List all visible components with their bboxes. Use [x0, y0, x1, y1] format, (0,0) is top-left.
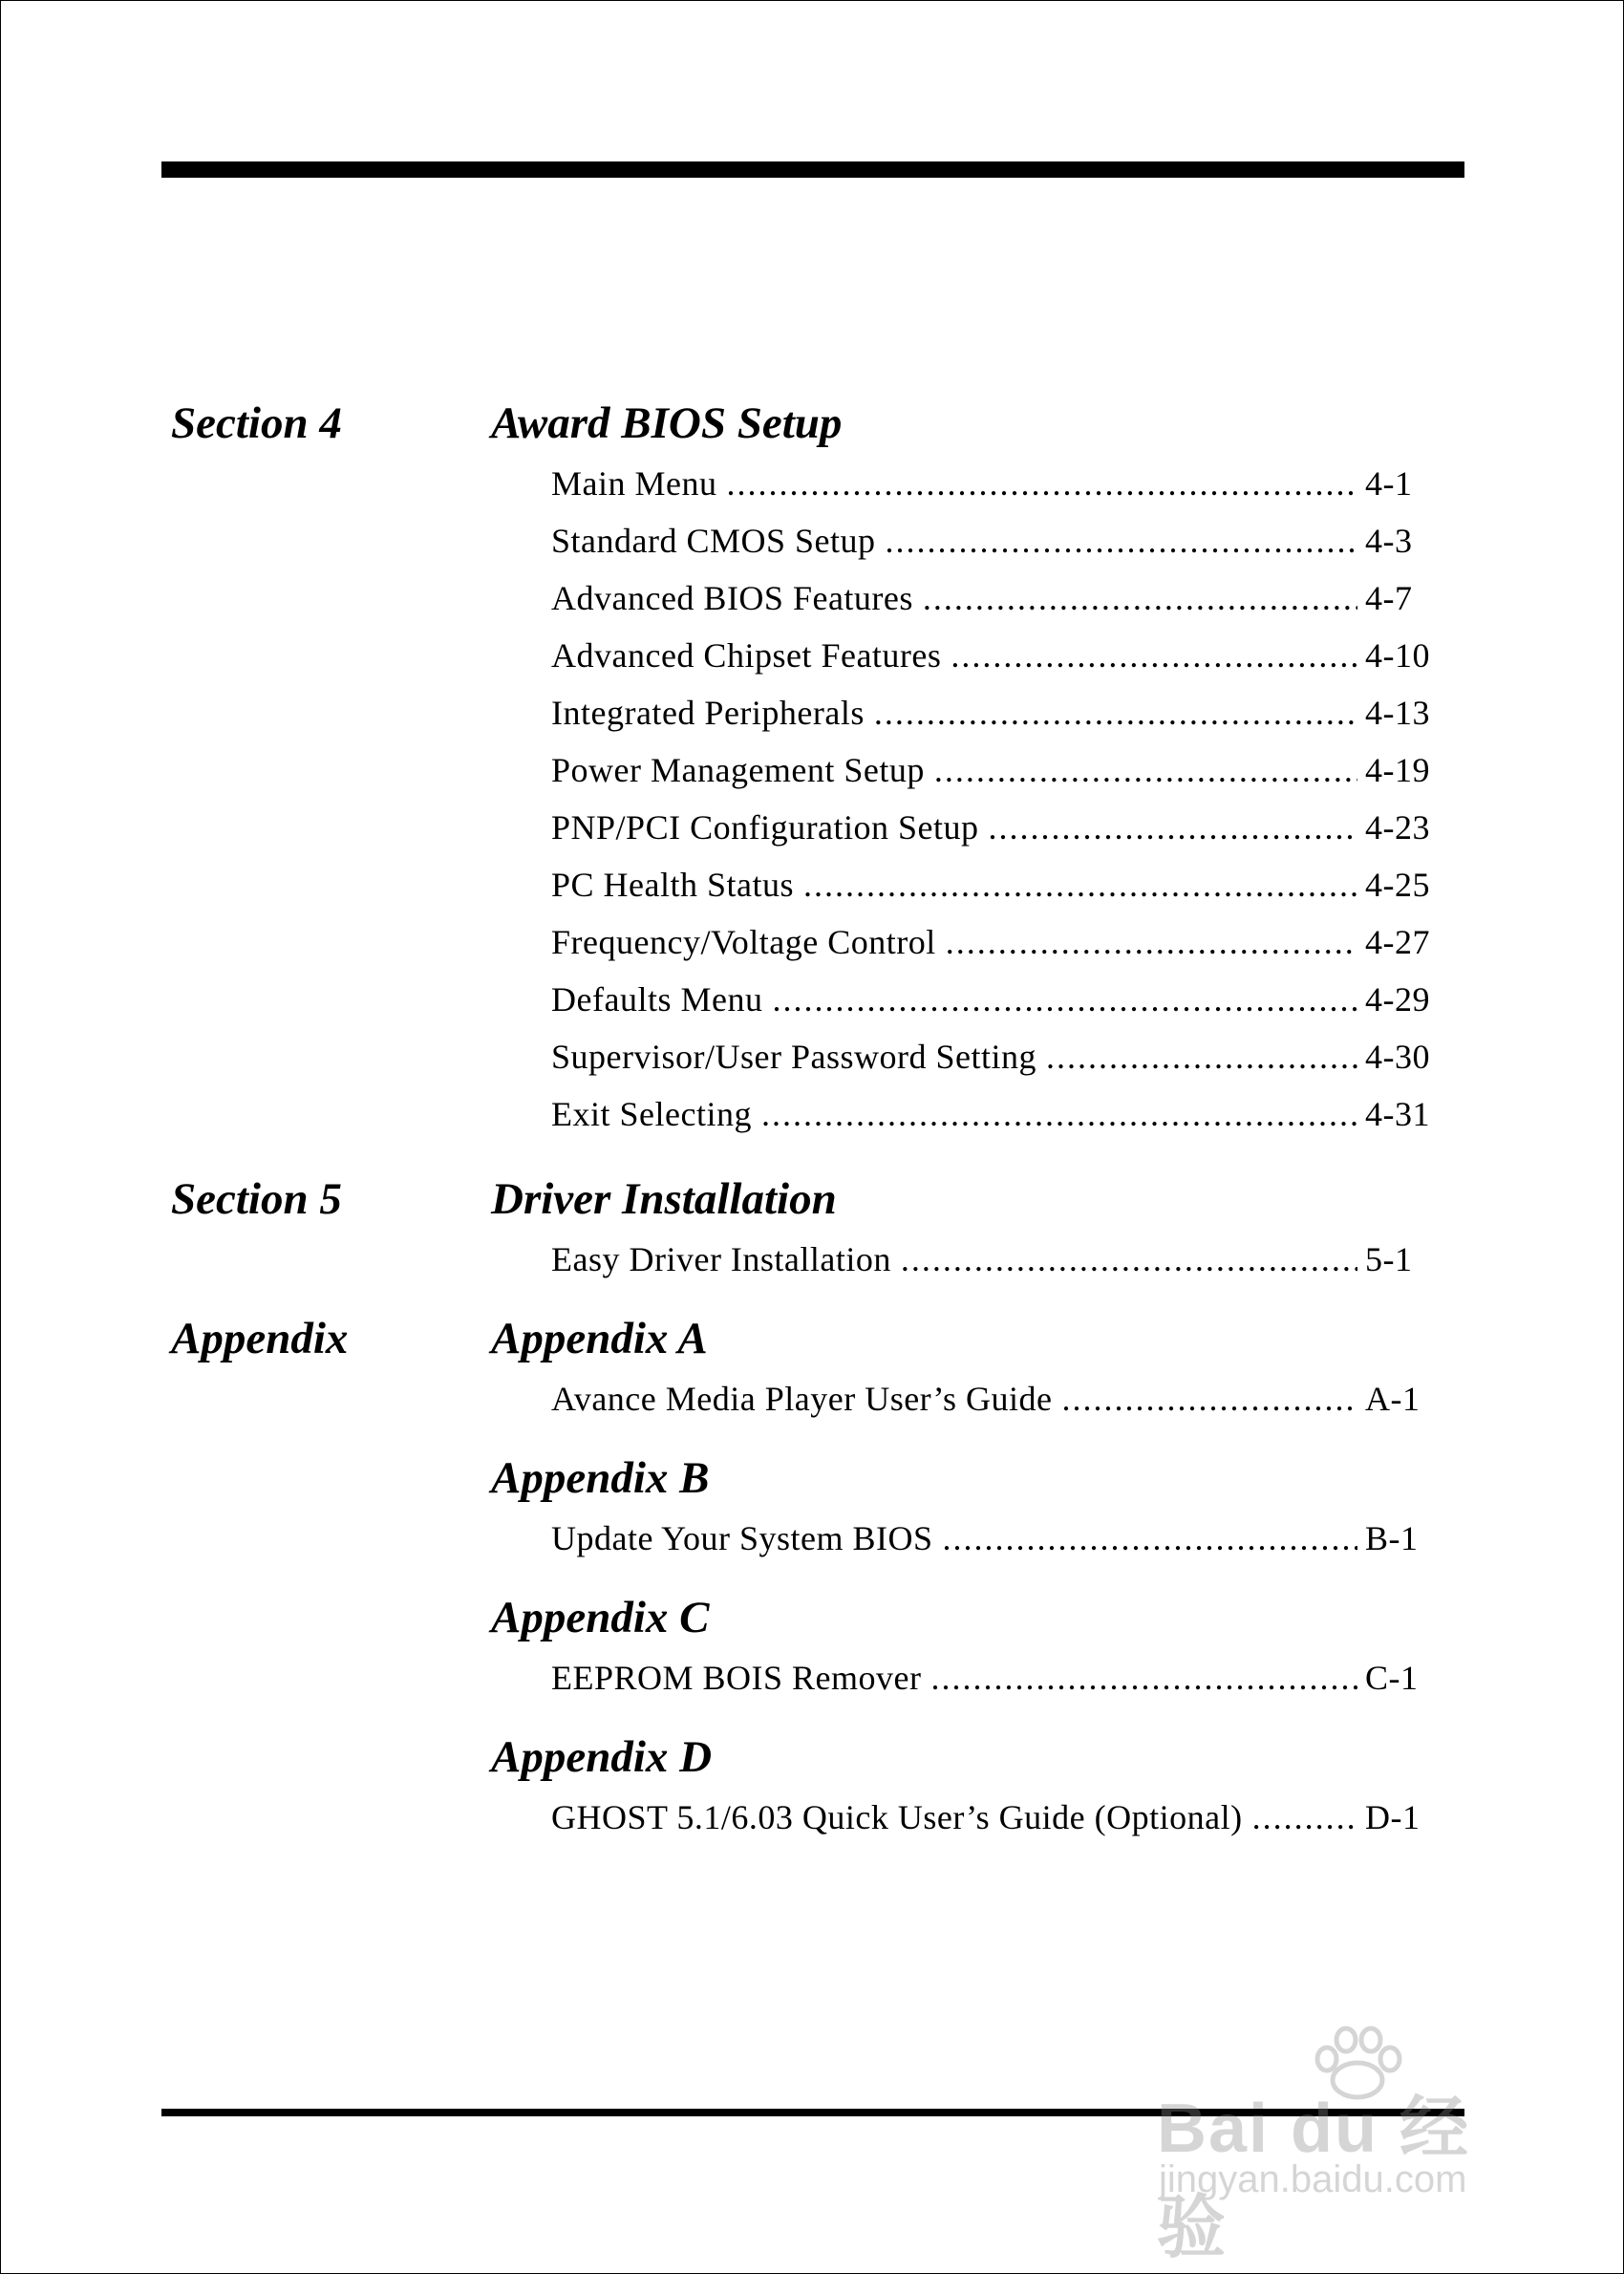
leader-dots [989, 805, 1357, 849]
entry-title: PNP/PCI Configuration Setup [551, 808, 979, 847]
entry-page: 4-29 [1365, 980, 1430, 1019]
leader-dots [726, 461, 1357, 505]
leader-dots [931, 1656, 1358, 1700]
leader-dots [923, 576, 1357, 620]
leader-dots [1252, 1795, 1357, 1839]
toc-entry[interactable] [551, 1092, 1440, 1136]
entry-page: 4-7 [1365, 579, 1413, 617]
toc-entry[interactable] [551, 977, 1440, 1021]
leader-dots [803, 863, 1357, 907]
toc-entry[interactable] [551, 1035, 1440, 1079]
watermark-brand: Bai du 经验 [1157, 2091, 1471, 2266]
entry-page: B-1 [1365, 1519, 1419, 1557]
entry-page: 5-1 [1365, 1240, 1413, 1278]
entry-page: 4-25 [1365, 866, 1430, 904]
toc-entry[interactable] [551, 1516, 1440, 1560]
entry-page: 4-1 [1365, 464, 1413, 503]
toc-entry[interactable] [551, 633, 1440, 677]
appendix-a-title: Appendix A [491, 1314, 708, 1363]
leader-dots [946, 920, 1357, 964]
entry-title: Frequency/Voltage Control [551, 923, 936, 961]
leader-dots [761, 1092, 1357, 1136]
entry-title: Easy Driver Installation [551, 1240, 891, 1278]
appendix-label: Appendix [171, 1314, 349, 1363]
toc-entry[interactable] [551, 863, 1440, 907]
entry-title: Advanced BIOS Features [551, 579, 913, 617]
entry-page: 4-31 [1365, 1095, 1430, 1133]
appendix-b-title: Appendix B [491, 1453, 710, 1503]
leader-dots [901, 1237, 1357, 1281]
appendix-d-title: Appendix D [491, 1732, 713, 1782]
baidu-watermark [1147, 2025, 1529, 2266]
entry-title: Main Menu [551, 464, 717, 503]
entry-page: C-1 [1365, 1659, 1419, 1697]
entry-page: 4-10 [1365, 636, 1430, 675]
entry-page: 4-27 [1365, 923, 1430, 961]
entry-title: Advanced Chipset Features [551, 636, 942, 675]
toc-entry[interactable] [551, 1795, 1440, 1839]
entry-page: 4-3 [1365, 522, 1413, 560]
entry-title: Update Your System BIOS [551, 1519, 933, 1557]
toc-entry[interactable] [551, 461, 1440, 505]
leader-dots [934, 748, 1357, 792]
entry-title: Exit Selecting [551, 1095, 752, 1133]
leader-dots [772, 977, 1357, 1021]
toc-entry[interactable] [551, 805, 1440, 849]
leader-dots [886, 519, 1357, 563]
section-4-label: Section 4 [171, 398, 342, 448]
toc-entry[interactable] [551, 748, 1440, 792]
appendix-c-title: Appendix C [491, 1593, 710, 1642]
toc-entry[interactable] [551, 1656, 1440, 1700]
entry-title: Supervisor/User Password Setting [551, 1038, 1036, 1076]
entry-page: 4-13 [1365, 694, 1430, 732]
section-5-label: Section 5 [171, 1174, 342, 1224]
entry-title: PC Health Status [551, 866, 795, 904]
entry-page: 4-23 [1365, 808, 1430, 847]
entry-page: 4-30 [1365, 1038, 1430, 1076]
entry-title: Standard CMOS Setup [551, 522, 876, 560]
leader-dots [951, 633, 1357, 677]
leader-dots [874, 691, 1357, 735]
toc-entry[interactable] [551, 576, 1440, 620]
toc-entry[interactable] [551, 920, 1440, 964]
entry-page: 4-19 [1365, 751, 1430, 789]
entry-title: Defaults Menu [551, 980, 763, 1019]
entry-title: EEPROM BOIS Remover [551, 1659, 922, 1697]
section-4-title: Award BIOS Setup [491, 398, 843, 448]
entry-title: Avance Media Player User’s Guide [551, 1380, 1053, 1418]
toc-entry[interactable] [551, 519, 1440, 563]
entry-title: GHOST 5.1/6.03 Quick User’s Guide (Optional) [551, 1798, 1243, 1836]
leader-dots [1046, 1035, 1357, 1079]
toc-entry[interactable] [551, 1377, 1440, 1421]
entry-title: Integrated Peripherals [551, 694, 865, 732]
leader-dots [943, 1516, 1357, 1560]
toc-entry[interactable] [551, 691, 1440, 735]
top-rule [161, 161, 1464, 178]
watermark-url: jingyan.baidu.com [1159, 2158, 1467, 2200]
section-5-title: Driver Installation [491, 1174, 837, 1224]
entry-page: A-1 [1365, 1380, 1421, 1418]
entry-page: D-1 [1365, 1798, 1421, 1836]
leader-dots [1062, 1377, 1358, 1421]
toc-entry[interactable] [551, 1237, 1440, 1281]
entry-title: Power Management Setup [551, 751, 925, 789]
